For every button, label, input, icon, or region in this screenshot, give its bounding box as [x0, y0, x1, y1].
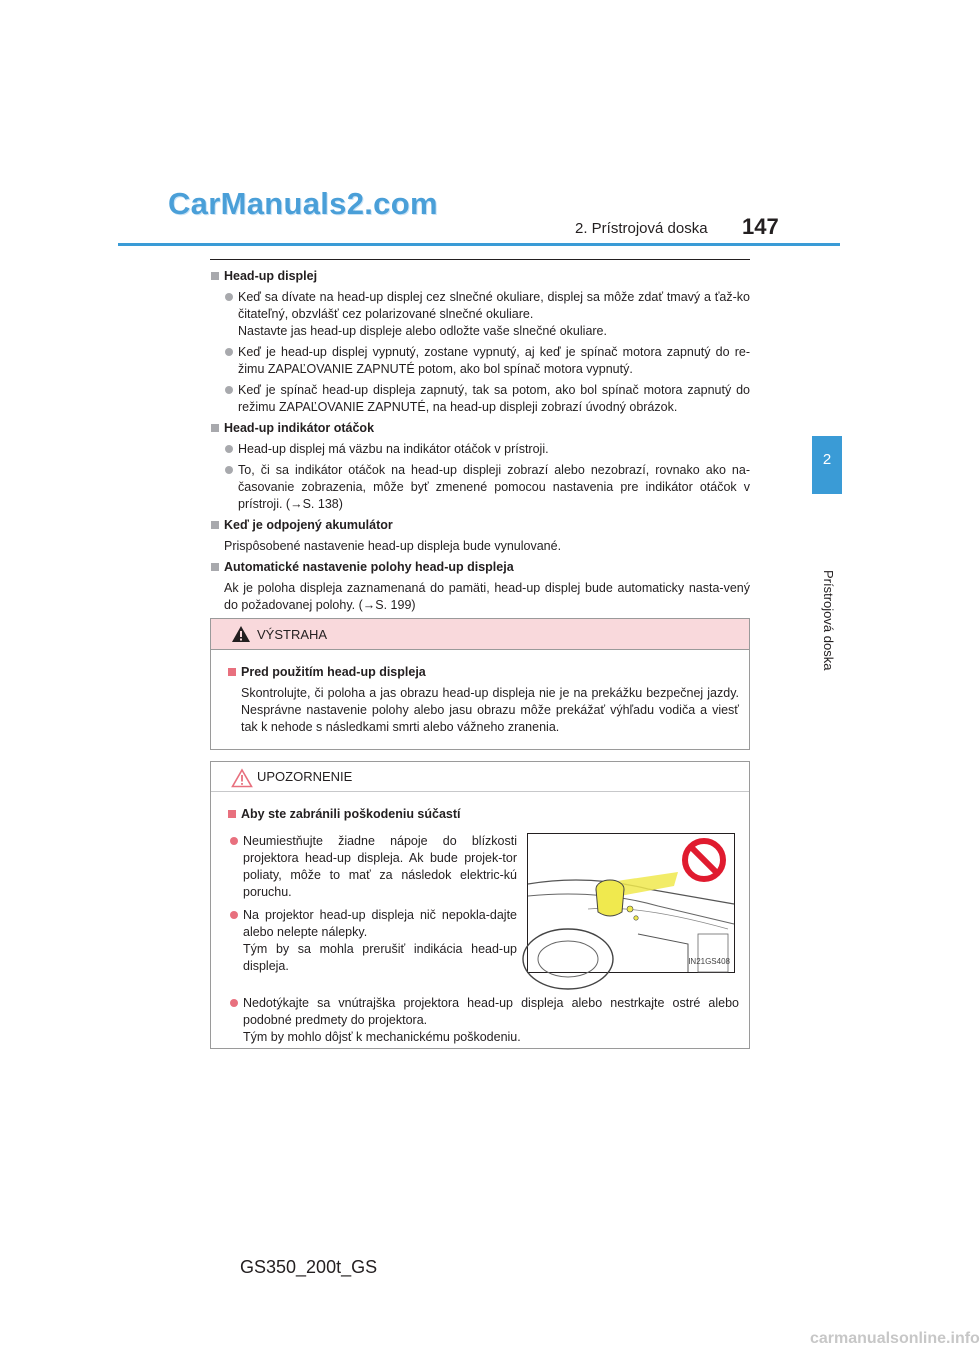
- caution-heading: Aby ste zabránili poškodeniu súčastí: [227, 806, 739, 823]
- bullet-item: Head-up displej má väzbu na indikátor otáčok v prístroji.: [210, 441, 750, 458]
- chapter-tab: 2: [812, 436, 842, 494]
- paragraph: Prispôsobené nastavenie head-up displeja bude vynulované.: [224, 539, 562, 553]
- bullet-text: Nastavte jas head-up displeje alebo odložte vaše slnečné okuliare.: [238, 324, 607, 338]
- caution-bullet: [227, 907, 517, 975]
- illustration-code: IN21GS408: [688, 957, 730, 966]
- warning-text: Skontrolujte, či poloha a jas obrazu head-up displeja nie je na prekážku bezpečnej jazdy. Nesprávne nastavenie polohy alebo jasu obrazu môže prekážať výhľadu vodiča a viesť tak k nehode s následkami smrti alebo vážneho zranenia.: [241, 686, 739, 734]
- caution-box: [210, 761, 750, 1049]
- warning-title: VÝSTRAHA: [257, 627, 328, 642]
- caution-bullet-text: Nedotýkajte sa vnútrajška projektora head-up displeja alebo nestrkajte ostré alebo podobné predmety do projektora.: [243, 996, 739, 1027]
- footer-model-code: GS350_200t_GS: [240, 1257, 378, 1277]
- section-heading: Keď je odpojený akumulátor: [210, 517, 750, 534]
- header-section-title: 2. Prístrojová doska: [575, 220, 708, 237]
- dashboard-illustration: [527, 833, 735, 973]
- warning-triangle-icon: [231, 625, 251, 643]
- watermark-bottom: carmanualsonline.info: [810, 1330, 980, 1347]
- warning-box: [210, 618, 750, 750]
- caution-bullet-text: Tým by sa mohla prerušiť indikácia head-up displeja.: [243, 942, 517, 973]
- bullet-item: Keď je spínač head-up displeja zapnutý, tak sa potom, ako bol spínač motora zapnutý do režimu ZAPAĽOVANIE ZAPNUTÉ, na head-up displeji zobrazí úvodný obrázok.: [210, 382, 750, 416]
- bullet-text: Keď sa dívate na head-up displej cez slnečné okuliare, displej sa môže zdať tmavý a ťaž-ko čitateľný, obzvlášť cez polarizované slnečné okuliare.: [238, 290, 750, 321]
- warning-body: [211, 650, 749, 736]
- warning-header: [211, 619, 749, 650]
- content-top-rule: [210, 259, 750, 260]
- caution-header: [211, 762, 749, 792]
- section-heading: Head-up indikátor otáčok: [210, 420, 750, 437]
- warning-heading: Pred použitím head-up displeja: [227, 664, 739, 681]
- caution-left-column: [227, 833, 517, 975]
- bullet-item: Keď je head-up displej vypnutý, zostane vypnutý, aj keď je spínač motora zapnutý do re-žimu ZAPAĽOVANIE ZAPNUTÉ potom, ako bol spínač motora vypnutý.: [210, 344, 750, 378]
- caution-triangle-icon: [231, 768, 253, 788]
- caution-bullet: [227, 995, 739, 1046]
- section-heading: Automatické nastavenie polohy head-up displeja: [210, 559, 750, 576]
- watermark-logo: CarManuals2.com: [168, 186, 438, 221]
- bullet-item: To, či sa indikátor otáčok na head-up displeji zobrazí alebo nezobrazí, rovnako ako na-časovanie zobrazenia, môže byť zmenené pomocou nastavenia pre indikátor otáčok v prístroji. (→S. 138): [210, 462, 750, 513]
- bullet-item: [210, 289, 750, 340]
- chapter-tab-label: Prístrojová doska: [821, 570, 836, 671]
- caution-body: [211, 792, 749, 1046]
- caution-bullet-text: Na projektor head-up displeja nič nepokla-dajte alebo nelepte nálepky.: [243, 908, 517, 939]
- page-number: 147: [742, 214, 779, 239]
- main-content: [210, 268, 750, 618]
- caution-bullet-text: Tým by mohlo dôjsť k mechanickému poškodeniu.: [243, 1030, 521, 1044]
- paragraph: Ak je poloha displeja zaznamenaná do pamäti, head-up displej bude automaticky nasta-vený do požadovanej polohy. (→S. 199): [224, 581, 750, 612]
- caution-bullet: Neumiestňujte žiadne nápoje do blízkosti projektora head-up displeja. Ak bude projek-tor poliaty, môže to mať za následok elektric-kú poruchu.: [227, 833, 517, 901]
- caution-title: UPOZORNENIE: [257, 769, 353, 784]
- dashboard-drawing: [528, 834, 734, 972]
- section-heading: Head-up displej: [210, 268, 750, 285]
- header-rule: [118, 243, 840, 246]
